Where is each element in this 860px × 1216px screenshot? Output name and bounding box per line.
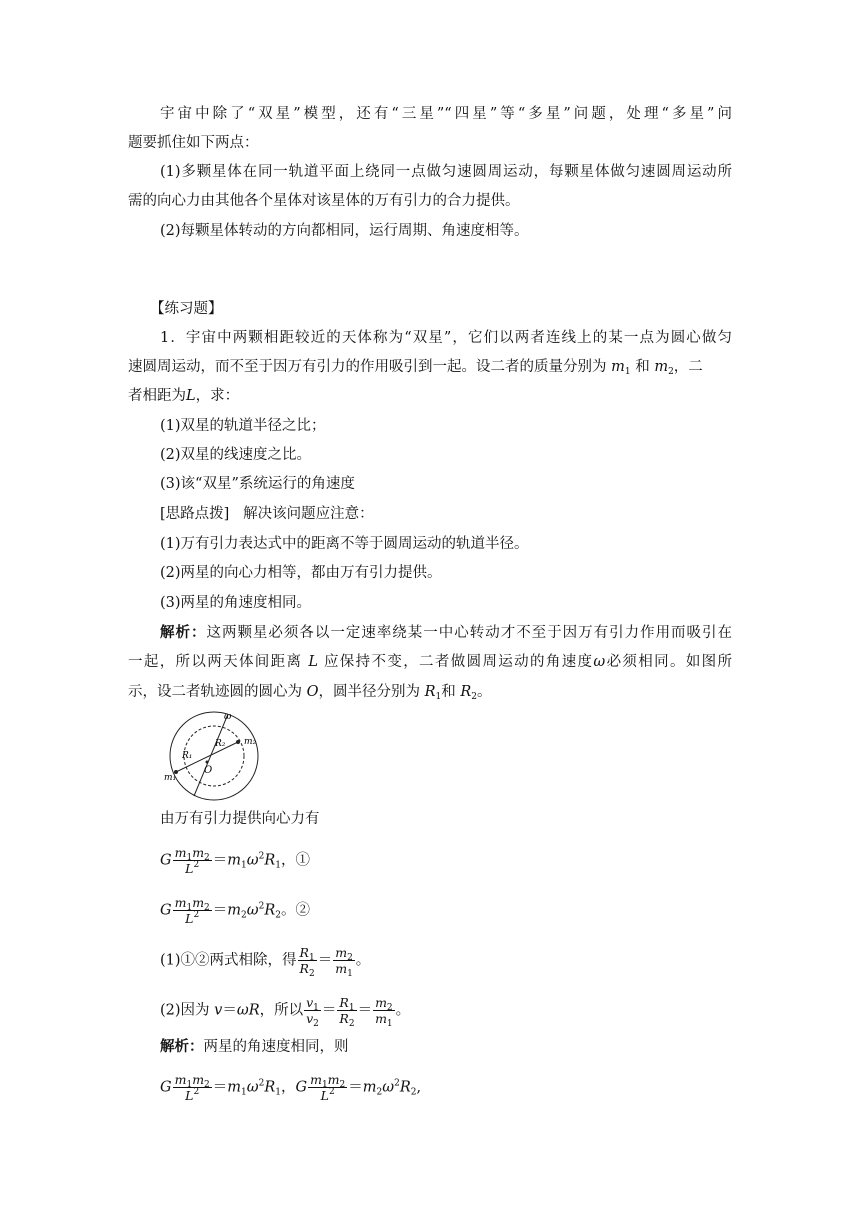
hint-label: [思路点拨] bbox=[160, 506, 230, 522]
label-r2: R₂ bbox=[215, 739, 226, 749]
solution-label: 解析： bbox=[160, 624, 207, 641]
binary-star-diagram bbox=[158, 708, 270, 804]
intro-point-1b: 需的向心力由其他各个星体对该星体的万有引力的合力提供。 bbox=[128, 193, 520, 209]
label-omega: ω bbox=[224, 712, 232, 722]
label-m1: m₁ bbox=[164, 773, 177, 783]
equation-2: G $\frac{m_1m_2}{L^2}$ $=m_2\omega^2R_2$。② bbox=[160, 895, 310, 926]
axis-line bbox=[194, 714, 228, 796]
question-line-3: 者相距为L，求： bbox=[128, 388, 240, 404]
hint-item-2: (2)两星的向心力相等，都由万有引力提供。 bbox=[160, 565, 442, 581]
label-r1: R₁ bbox=[182, 751, 193, 761]
solution-2-label: 解析： bbox=[160, 1038, 204, 1055]
intro-point-1a: (1)多颗星体在同一轨道平面上绕同一点做匀速圆周运动，每颗星体做匀速圆周运动所 bbox=[160, 164, 732, 180]
solution-line-1: 解析：这两颗星必须各以一定速率绕某一中心转动才不至于因万有引力作用而吸引在 bbox=[160, 624, 733, 641]
label-m2: m₂ bbox=[244, 737, 257, 747]
sub-question-2: (2)双星的线速度之比。 bbox=[160, 447, 312, 463]
star-m2 bbox=[236, 740, 240, 744]
label-o: O bbox=[204, 765, 213, 776]
solution-provide: 由万有引力提供向心力有 bbox=[160, 811, 320, 827]
sub-question-3: (3)该“双星”系统运行的角速度 bbox=[160, 476, 355, 492]
exercise-heading: 【练习题】 bbox=[150, 301, 223, 317]
hint-item-3: (3)两星的角速度相同。 bbox=[160, 595, 312, 611]
sub-question-1: (1)双星的轨道半径之比； bbox=[160, 418, 326, 434]
equation-1: G $\frac{m_1m_2}{L^2}$ $=m_1\omega^2R_1$，① bbox=[160, 845, 310, 876]
hint-line bbox=[160, 503, 732, 525]
question-line-1: 1．宇宙中两颗相距较近的天体称为“双星”，它们以两者连线上的某一点为圆心做匀 bbox=[160, 330, 732, 346]
result-1: (1)①②两式相除，得 $\frac{R_1}{R_2}$ ＝ $\frac{m_2}{m_1}$ 。 bbox=[160, 945, 371, 979]
hint-item-1: (1)万有引力表达式中的距离不等于圆周运动的轨道半径。 bbox=[160, 536, 529, 552]
hint-text: 解决该问题应注意： bbox=[243, 506, 374, 522]
intro-point-2: (2)每颗星体转动的方向都相同，运行周期、角速度相等。 bbox=[160, 223, 529, 239]
intro-line-2: 题要抓住如下两点： bbox=[128, 135, 259, 151]
solution-2-line: 解析：两星的角速度相同，则 bbox=[160, 1038, 349, 1055]
solution-line-3: 示，设二者轨迹圆的圆心为 O，圆半径分别为 $R_1$和 $R_2$。 bbox=[128, 684, 492, 702]
equation-3: G $\frac{m_1m_2}{L^2}$ $=m_1\omega^2R_1$，G $\frac{m_1m_2}{L^2}$ $=m_2\omega^2R_2$, bbox=[160, 1072, 422, 1103]
intro-line-1: 宇宙中除了“双星”模型，还有“三星”“四星”等“多星”问题，处理“多星”问 bbox=[160, 106, 732, 122]
center-point bbox=[206, 761, 209, 764]
question-line-2: 速圆周运动，而不至于因万有引力的作用吸引到一起。设二者的质量分别为 $m_1$ 和 $m_2$，二 bbox=[128, 359, 703, 377]
result-2: (2)因为 v＝ωR，所以 $\frac{v_1}{v_2}$ ＝ $\frac{R_1}{R_2}$ ＝ $\frac{m_2}{m_1}$ 。 bbox=[160, 995, 411, 1029]
inner-orbit bbox=[184, 726, 244, 786]
solution-line-2: 一起，所以两天体间距离 L 应保持不变，二者做圆周运动的角速度ω必须相同。如图所 bbox=[128, 654, 733, 670]
